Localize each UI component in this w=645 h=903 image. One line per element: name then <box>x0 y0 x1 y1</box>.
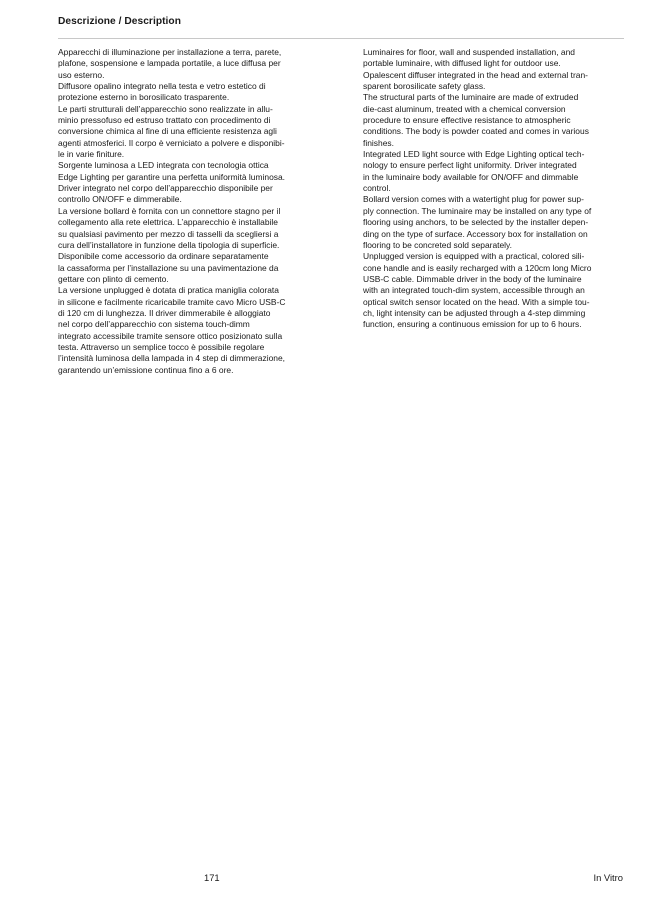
italian-text-line: plafone, sospensione e lampada portatile, a luce diffusa per <box>58 58 281 69</box>
italian-text-line: Sorgente luminosa a LED integrata con tecnologia ottica <box>58 160 269 171</box>
italian-description <box>58 47 320 376</box>
italian-text-line: collegamento alla rete elettrica. L’apparecchio è installabile <box>58 217 278 228</box>
italian-text-line: Driver integrato nel corpo dell’apparecchio disponibile per <box>58 183 273 194</box>
english-text-line: Unplugged version is equipped with a practical, colored sili- <box>363 251 585 262</box>
english-text-line: ch, light intensity can be adjusted through a 4-step dimming <box>363 307 586 318</box>
english-text-line: Bollard version comes with a watertight plug for power sup- <box>363 194 584 205</box>
english-text-line: with an integrated touch-dim system, accessible through an <box>363 285 585 296</box>
italian-text-line: l’intensità luminosa della lampada in 4 step di dimmerazione, <box>58 353 285 364</box>
english-text-line: flooring to be concreted sold separately. <box>363 239 512 250</box>
english-text-line: USB-C cable. Dimmable driver in the body of the luminaire <box>363 273 582 284</box>
italian-text-line: su qualsiasi pavimento per mezzo di tasselli da scegliersi a <box>58 228 279 239</box>
italian-text-line: agenti atmosferici. Il corpo è verniciato a polvere e disponibi- <box>58 137 285 148</box>
italian-text-line: nel corpo dell’apparecchio con sistema touch-dimm <box>58 319 250 330</box>
italian-text-line: Edge Lighting per garantire una perfetta uniformità luminosa. <box>58 171 286 182</box>
italian-text-line: La versione unplugged è dotata di pratica maniglia colorata <box>58 285 279 296</box>
italian-text-line: conversione chimica al fine di una efficiente resistenza agli <box>58 126 277 137</box>
italian-text-line: protezione esterno in borosilicato trasparente. <box>58 92 230 103</box>
english-text-line: conditions. The body is powder coated and comes in various <box>363 126 589 137</box>
english-text-line: Integrated LED light source with Edge Lighting optical tech- <box>363 149 585 160</box>
english-text-line: Luminaires for floor, wall and suspended installation, and <box>363 47 576 57</box>
english-text-line: ding on the type of surface. Accessory box for installation on <box>363 228 588 239</box>
italian-text-line: Apparecchi di illuminazione per installazione a terra, parete, <box>58 47 282 57</box>
english-description <box>363 47 625 331</box>
italian-text-line: le in varie finiture. <box>58 149 125 160</box>
italian-text-line: La versione bollard è fornita con un connettore stagno per il <box>58 205 281 216</box>
section-heading: Descrizione / Description <box>58 16 181 27</box>
english-text-line: function, ensuring a continuous emission for up to 6 hours. <box>363 319 582 330</box>
english-text-line: finishes. <box>363 137 394 148</box>
english-text-line: ply connection. The luminaire may be installed on any type of <box>363 205 592 216</box>
english-text-line: die-cast aluminum, treated with a chemical conversion <box>363 103 566 114</box>
english-text-line: sparent borosilicate safety glass. <box>363 81 486 92</box>
italian-text-line: minio pressofuso ed estruso trattato con procedimento di <box>58 115 271 126</box>
italian-text-line: uso esterno. <box>58 69 105 80</box>
english-text-line: in the luminaire body available for ON/OFF and dimmable <box>363 171 579 182</box>
english-text-line: portable luminaire, with diffused light for outdoor use. <box>363 58 561 69</box>
italian-text-line: in silicone e facilmente ricaricabile tramite cavo Micro USB-C <box>58 296 286 307</box>
catalog-title: In Vitro <box>593 872 623 883</box>
english-text-line: control. <box>363 183 391 194</box>
english-text-line: The structural parts of the luminaire are made of extruded <box>363 92 579 103</box>
english-text-line: optical switch sensor located on the head. With a simple tou- <box>363 296 590 307</box>
english-text-line: cone handle and is easily recharged with a 120cm long Micro <box>363 262 592 273</box>
italian-text-line: di 120 cm di lunghezza. Il driver dimmerabile è alloggiato <box>58 307 271 318</box>
italian-text-line: cura dell’installatore in funzione della tipologia di superficie. <box>58 239 280 250</box>
italian-text-line: Disponibile come accessorio da ordinare separatamente <box>58 251 269 262</box>
italian-text-line: la cassaforma per l’installazione su una pavimentazione da <box>58 262 279 273</box>
italian-text-line: Le parti strutturali dell’apparecchio sono realizzate in allu- <box>58 103 273 114</box>
english-text-line: procedure to ensure effective resistance to atmospheric <box>363 115 571 126</box>
english-text-line: flooring using anchors, to be selected by the installer depen- <box>363 217 589 228</box>
italian-text-line: garantendo un’emissione continua fino a 6 ore. <box>58 364 234 375</box>
heading-divider <box>58 38 624 39</box>
italian-text-line: gettare con plinto di cemento. <box>58 273 169 284</box>
english-text-line: nology to ensure perfect light uniformity. Driver integrated <box>363 160 577 171</box>
page-number: 171 <box>204 872 220 883</box>
italian-text-line: controllo ON/OFF e dimmerabile. <box>58 194 182 205</box>
english-text-line: Opalescent diffuser integrated in the head and external tran- <box>363 69 588 80</box>
italian-text-line: Diffusore opalino integrato nella testa e vetro estetico di <box>58 81 266 92</box>
italian-text-line: integrato accessibile tramite sensore ottico posizionato sulla <box>58 330 283 341</box>
italian-text-line: testa. Attraverso un semplice tocco è possibile regolare <box>58 341 265 352</box>
